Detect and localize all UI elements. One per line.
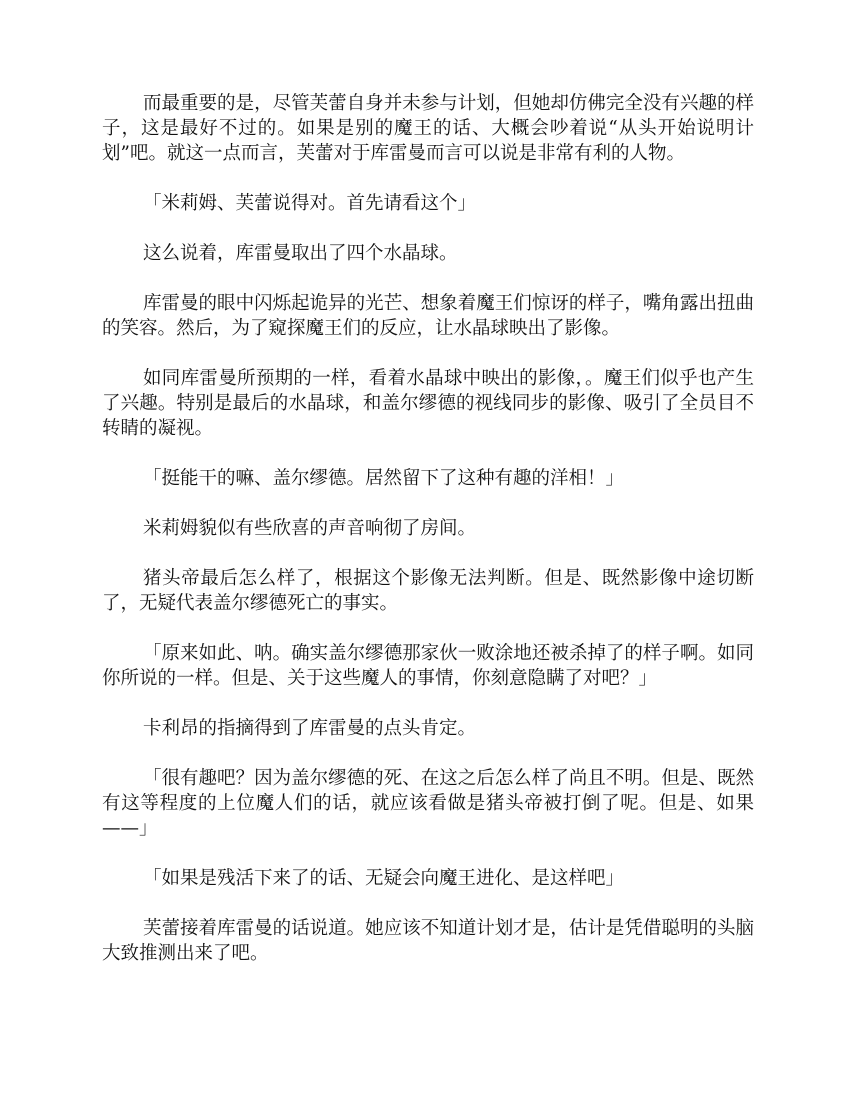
- paragraph: 而最重要的是，尽管芙蕾自身并未参与计划，但她却仿佛完全没有兴趣的样子，这是最好不过的。如果是别的魔王的话、大概会吵着说“从头开始说明计划”吧。就这一点而言，芙蕾对于库雷曼而言可以说是非常有利的人物。: [102, 93, 754, 164]
- paragraph: 库雷曼的眼中闪烁起诡异的光芒、想象着魔王们惊讶的样子，嘴角露出扭曲的笑容。然后，为了窥探魔王们的反应，让水晶球映出了影像。: [102, 293, 754, 339]
- paragraph: 这么说着，库雷曼取出了四个水晶球。: [143, 243, 458, 264]
- paragraph: 卡利昂的指摘得到了库雷曼的点头肯定。: [143, 718, 477, 739]
- paragraph: 米莉姆貌似有些欣喜的声音响彻了房间。: [143, 518, 477, 539]
- paragraph: 「米莉姆、芙蕾说得对。首先请看这个」: [143, 193, 477, 214]
- paragraph: 如同库雷曼所预期的一样，看着水晶球中映出的影像，。魔王们似乎也产生了兴趣。特别是最后的水晶球，和盖尔缪德的视线同步的影像、吸引了全员目不转睛的凝视。: [102, 368, 754, 439]
- paragraph: 芙蕾接着库雷曼的话说道。她应该不知道计划才是，估计是凭借聪明的头脑大致推测出来了吧。: [102, 918, 754, 964]
- paragraph: 「原来如此、呐。确实盖尔缪德那家伙一败涂地还被杀掉了的样子啊。如同你所说的一样。但是、关于这些魔人的事情，你刻意隐瞒了对吧？」: [102, 643, 754, 689]
- document-page: [102, 91, 754, 966]
- paragraph: 「如果是残活下来了的话、无疑会向魔王进化、是这样吧」: [143, 868, 625, 889]
- paragraph: 猪头帝最后怎么样了，根据这个影像无法判断。但是、既然影像中途切断了，无疑代表盖尔缪德死亡的事实。: [102, 568, 754, 614]
- paragraph: 「挺能干的嘛、盖尔缪德。居然留下了这种有趣的洋相！」: [143, 468, 625, 489]
- paragraph: 「很有趣吧？因为盖尔缪德的死、在这之后怎么样了尚且不明。但是、既然有这等程度的上位魔人们的话，就应该看做是猪头帝被打倒了呢。但是、如果——」: [102, 768, 754, 839]
